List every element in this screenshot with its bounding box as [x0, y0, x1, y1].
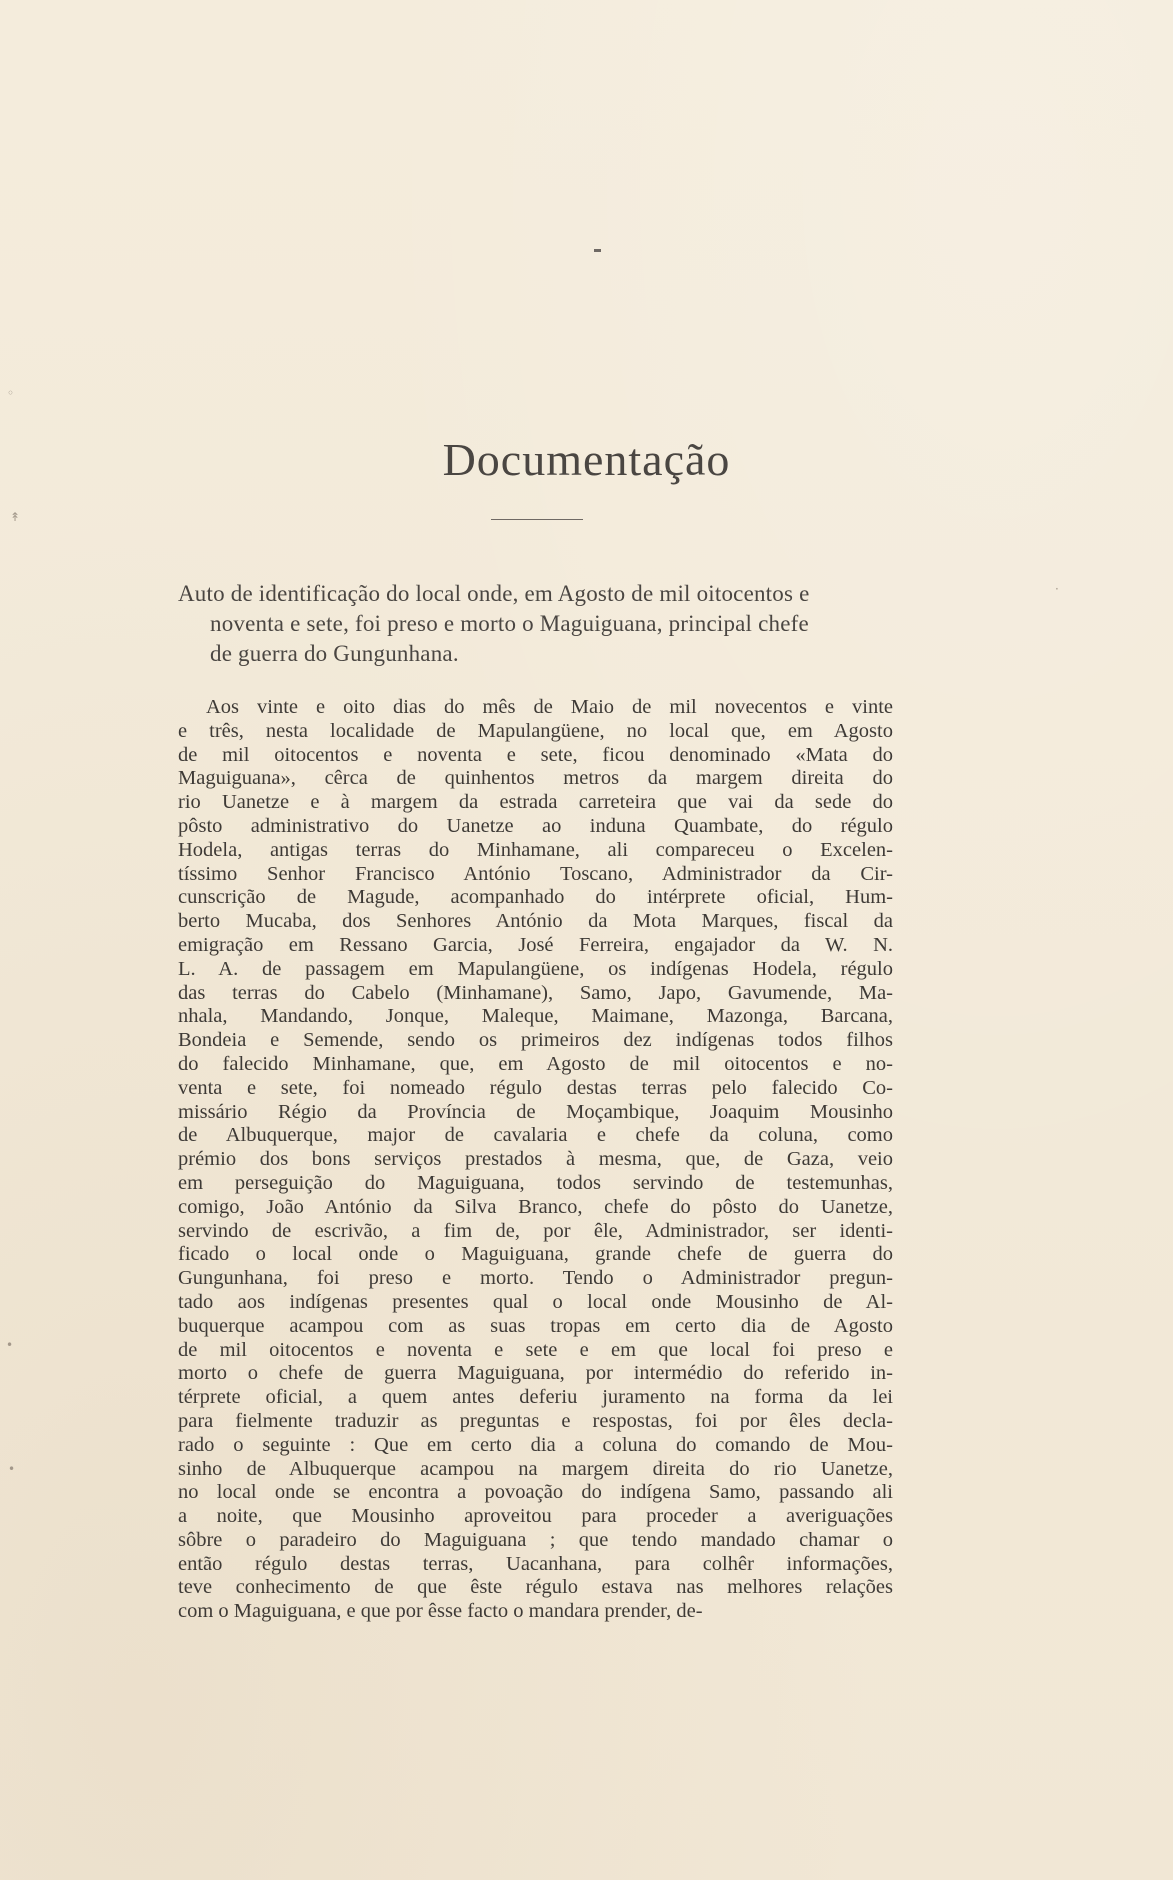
binding-mark: ◦	[7, 386, 15, 400]
body-line: nhala, Mandando, Jonque, Maleque, Maimane, Mazonga, Barcana,	[178, 1005, 893, 1028]
body-line: servindo de escrivão, a fim de, por êle, Administrador, ser identi-	[178, 1219, 893, 1242]
body-line: teve conhecimento de que êste régulo estava nas melhores relações	[178, 1576, 893, 1599]
body-line: de Albuquerque, major de cavalaria e chefe da coluna, como	[178, 1124, 893, 1147]
binding-mark: ↟	[10, 510, 21, 524]
body-line: Maguiguana», cêrca de quinhentos metros da margem direita do	[178, 767, 893, 790]
body-line: e três, nesta localidade de Mapulangüene, no local que, em Agosto	[178, 719, 893, 742]
body-line: no local onde se encontra a povoação do indígena Samo, passando ali	[178, 1481, 893, 1504]
top-dash-mark	[594, 249, 601, 252]
body-line: rado o seguinte : Que em certo dia a coluna do comando de Mou-	[178, 1433, 893, 1456]
body-line: morto o chefe de guerra Maguiguana, por intermédio do referido in-	[178, 1362, 893, 1385]
body-line: de mil oitocentos e noventa e sete e em que local foi preso e	[178, 1338, 893, 1361]
body-line: rio Uanetze e à margem da estrada carreteira que vai da sede do	[178, 791, 893, 814]
body-line: cunscrição de Magude, acompanhado do intérprete oficial, Hum-	[178, 886, 893, 909]
body-line: prémio dos bons serviços prestados à mesma, que, de Gaza, veio	[178, 1148, 893, 1171]
body-line: L. A. de passagem em Mapulangüene, os indígenas Hodela, régulo	[178, 957, 893, 980]
body-line: com o Maguiguana, e que por êsse facto o mandara prender, de-	[178, 1600, 703, 1623]
body-line: buquerque acampou com as suas tropas em certo dia de Agosto	[178, 1314, 893, 1337]
body-line: venta e sete, foi nomeado régulo destas terras pelo falecido Co-	[178, 1076, 893, 1099]
body-line: berto Mucaba, dos Senhores António da Mota Marques, fiscal da	[178, 910, 893, 933]
body-line: das terras do Cabelo (Minhamane), Samo, Japo, Gavumende, Ma-	[178, 981, 893, 1004]
body-line: para fielmente traduzir as preguntas e respostas, foi por êles decla-	[178, 1409, 893, 1432]
subtitle-line: de guerra do Gungunhana.	[210, 641, 459, 666]
body-line: Gungunhana, foi preso e morto. Tendo o Administrador pregun-	[178, 1267, 893, 1290]
document-body	[178, 696, 893, 1624]
body-line: a noite, que Mousinho aproveitou para proceder a averiguações	[178, 1505, 893, 1528]
body-line: missário Régio da Província de Moçambique, Joaquim Mousinho	[178, 1100, 893, 1123]
body-line: em perseguição do Maguiguana, todos servindo de testemunhas,	[178, 1171, 893, 1194]
body-line: emigração em Ressano Garcia, José Ferreira, engajador da W. N.	[178, 933, 893, 956]
page-title: Documentação	[442, 433, 731, 485]
body-line: Bondeia e Semende, sendo os primeiros dez indígenas todos filhos	[178, 1029, 893, 1052]
title-divider	[491, 519, 583, 520]
body-line: de mil oitocentos e noventa e sete, ficou denominado «Mata do	[178, 743, 893, 766]
subtitle-line: noventa e sete, foi preso e morto o Maguiguana, principal chefe	[210, 611, 809, 636]
body-line: térprete oficial, a quem antes deferiu juramento na forma da lei	[178, 1386, 893, 1409]
body-line: Hodela, antigas terras do Minhamane, ali compareceu o Excelen-	[178, 838, 893, 861]
body-line: ficado o local onde o Maguiguana, grande chefe de guerra do	[178, 1243, 893, 1266]
body-line: então régulo destas terras, Uacanhana, para colhêr informações,	[178, 1552, 893, 1575]
body-line: tíssimo Senhor Francisco António Toscano, Administrador da Cir-	[178, 862, 893, 885]
binding-mark: •	[8, 1462, 16, 1476]
body-line: pôsto administrativo do Uanetze ao induna Quambate, do régulo	[178, 814, 893, 837]
body-line: tado aos indígenas presentes qual o local onde Mousinho de Al-	[178, 1290, 893, 1313]
body-line: sôbre o paradeiro do Maguiguana ; que tendo mandado chamar o	[178, 1528, 893, 1551]
binding-mark: •	[6, 1338, 14, 1352]
document-subtitle	[178, 579, 893, 669]
body-line: Aos vinte e oito dias do mês de Maio de mil novecentos e vinte	[206, 696, 893, 718]
binding-mark: ·	[1055, 582, 1059, 596]
body-line: comigo, João António da Silva Branco, chefe do pôsto do Uanetze,	[178, 1195, 893, 1218]
subtitle-line: Auto de identificação do local onde, em Agosto de mil oitocentos e	[178, 581, 810, 606]
body-line: sinho de Albuquerque acampou na margem direita do rio Uanetze,	[178, 1457, 893, 1480]
body-line: do falecido Minhamane, que, em Agosto de mil oitocentos e no-	[178, 1052, 893, 1075]
